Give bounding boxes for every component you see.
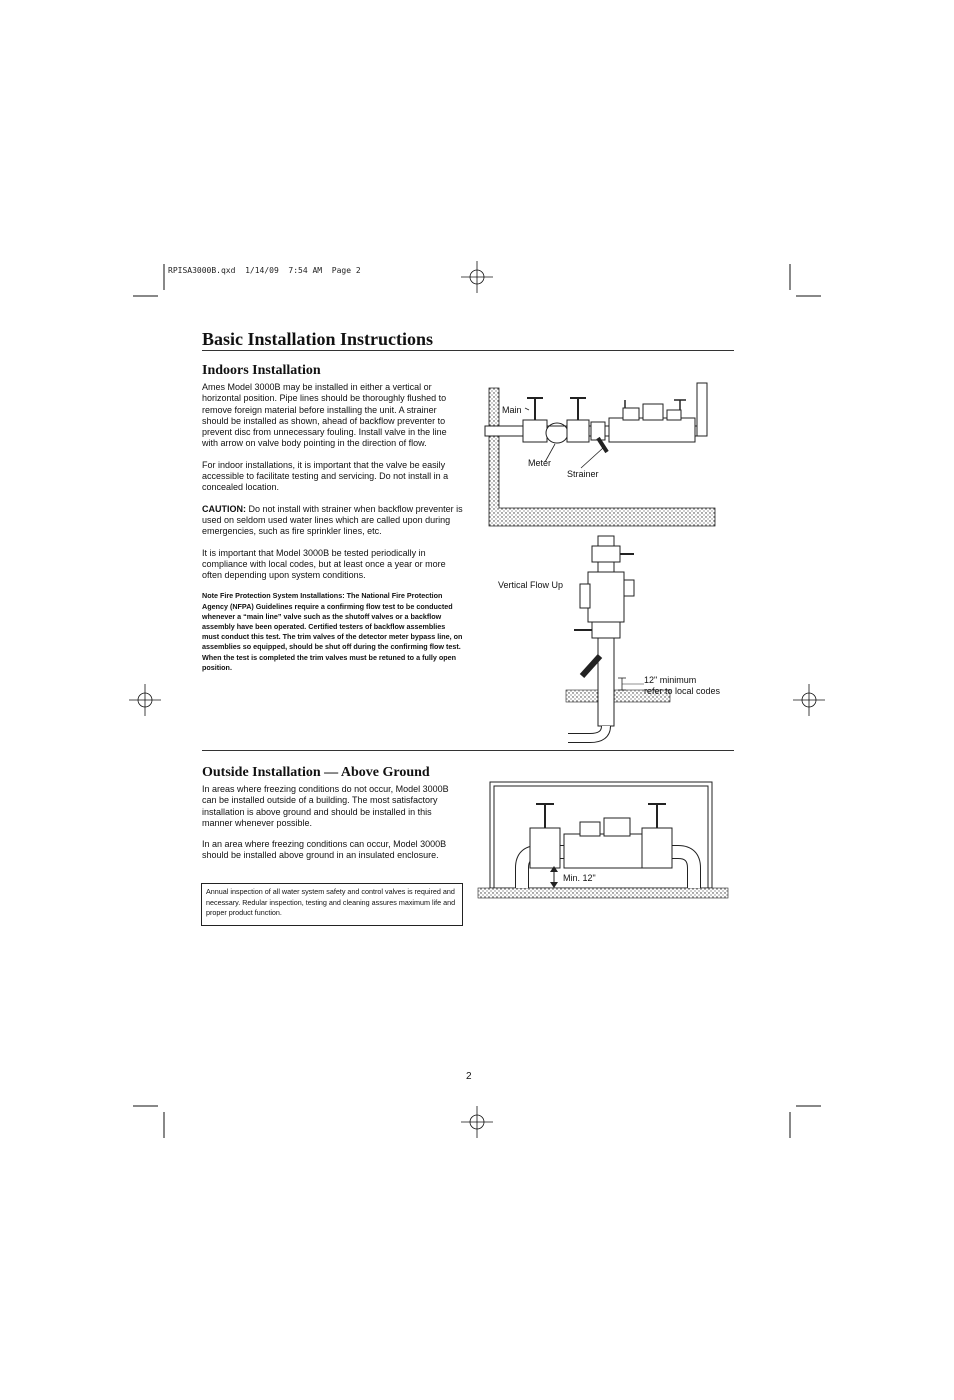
caution-text: Do not install with strainer when backflow preventer is used on seldom used water lines which are called upon during emergencies, such as fire sprinkler lines, etc. [202, 503, 463, 537]
outside-section [202, 765, 464, 872]
outside-body [202, 784, 464, 862]
section-divider [202, 750, 734, 751]
indoors-paragraph-1: Ames Model 3000B may be installed in either a vertical or horizontal position. Pipe lines should be thoroughly flushed to remove foreign material before installing the unit. A strainer should be installed as shown, ahead of backflow preventer to prevent disc from unnecessary fouling. Install valve in the line with arrow on valve body pointing in the direction of flow. [202, 382, 447, 449]
label-min-line2: refer to local codes [644, 686, 721, 696]
indoors-body [202, 382, 464, 581]
caution-paragraph [202, 504, 464, 538]
indoors-paragraph-3: It is important that Model 3000B be tested periodically in compliance with local codes, but at least once a year or more often depending upon system conditions. [202, 547, 446, 581]
registration-mark-bottom [457, 1102, 497, 1142]
fire-protection-note: Note Fire Protection System Installations: The National Fire Protection Agency (NFPA) Guidelines require a confirming flow test to be conducted whenever a “main line” valve such as the shutoff valves or a backflow assembly have been operated. Certified testers of backflow assemblies must conduct this test. The trim valves of the detector meter bypass line, on assemblies so equipped, should be shut off during the confirming flow test. When the test is completed the trim valves must be retuned to a fully open position. [202, 591, 463, 672]
indoor-installation-diagram [485, 380, 725, 530]
label-vertical-flow: Vertical Flow Up [498, 580, 564, 590]
label-min-12: Min. 12" [563, 873, 596, 883]
outside-heading: Outside Installation — Above Ground [202, 765, 430, 780]
indoors-paragraph-2: For indoor installations, it is important that the valve be easily accessible to facilitate testing and servicing. Do not install in a concealed location. [202, 459, 449, 493]
vertical-flow-diagram [560, 532, 680, 742]
label-strainer: Strainer [567, 469, 599, 479]
label-meter: Meter [528, 458, 552, 468]
annual-inspection-note: Annual inspection of all water system safety and control valves is required and necessary. Redular inspection, testing and cleaning assures maximum life and proper product function. [201, 883, 463, 926]
outside-paragraph-2: In an area where freezing conditions can occur, Model 3000B should be installed above ground in an insulated enclosure. [202, 839, 447, 861]
page-title: Basic Installation Instructions [202, 329, 434, 349]
indoors-heading: Indoors Installation [202, 363, 321, 378]
label-min-line1: 12" minimum [644, 675, 697, 685]
registration-mark-right [789, 680, 829, 720]
registration-mark-left [125, 680, 165, 720]
caution-label: CAUTION: [202, 503, 246, 514]
title-rule [202, 350, 734, 351]
registration-mark-top [457, 257, 497, 297]
file-slug: RPISA3000B.qxd 1/14/09 7:54 AM Page 2 [168, 266, 361, 275]
outside-paragraph-1: In areas where freezing conditions do not occur, Model 3000B can be installed outside of a building. The most satisfactory installation is above ground and should be installed in this manner whenever possible. [202, 784, 449, 828]
label-main: Main [502, 405, 522, 415]
outside-installation-diagram [476, 776, 736, 902]
indoors-section [202, 363, 464, 673]
page-number: 2 [466, 1071, 472, 1082]
